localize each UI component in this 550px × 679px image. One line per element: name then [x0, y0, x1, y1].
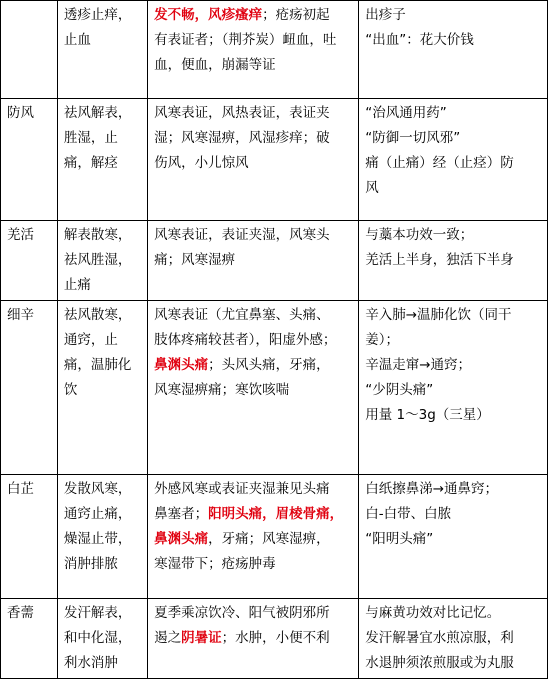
effect-line: 祛风胜湿，: [63, 252, 132, 268]
indication-line: [154, 151, 353, 176]
effect-line: 痛，温肺化: [63, 357, 132, 373]
effect-line: 祛风解表，: [63, 105, 132, 121]
indication-line: [154, 502, 353, 527]
note-line: 与藁本功效一致；: [365, 227, 474, 243]
indication-line: [154, 353, 353, 378]
key-indication-highlight: 阴暑证: [181, 630, 222, 646]
indications-cell: [148, 99, 359, 221]
note-line: 出疹子: [365, 7, 406, 23]
note-line: 姜）；: [365, 332, 399, 348]
effect-line: 通窍，止: [63, 332, 118, 348]
notes-cell: [359, 599, 548, 679]
herb-name-cell: [1, 475, 58, 599]
indication-line: [154, 28, 353, 53]
herb-name: 细辛: [7, 307, 34, 323]
herb-name-cell: [1, 99, 58, 221]
effect-line: 透疹止痒，: [63, 7, 132, 23]
note-line: 白-白带、白脓: [365, 506, 452, 522]
herb-row: [1, 301, 548, 475]
effect-cell: [57, 99, 147, 221]
note-line: 与麻黄功效对比记忆。: [365, 605, 501, 621]
indication-text: 鼻塞者；: [154, 506, 209, 522]
note-line: 痛（止痛）经（止痉）防: [365, 155, 514, 171]
indication-line: [154, 601, 353, 626]
note-line: 白纸擦鼻涕→通鼻窍；: [365, 481, 499, 497]
key-indication-highlight: 发不畅，风疹瘙痒: [154, 7, 263, 23]
effect-line: 发散风寒，: [63, 481, 132, 497]
effect-line: 通窍止痛，: [63, 506, 132, 522]
effect-cell: [57, 1, 147, 99]
indication-text: 风寒表证，表证夹湿，风寒头: [154, 227, 330, 243]
indication-text: 风寒表证，风热表证，表证夹: [154, 105, 330, 121]
herb-name-cell: [1, 599, 58, 679]
indication-text: ；水肿，小便不利: [221, 630, 330, 646]
herb-row: [1, 599, 548, 679]
indication-text: 风寒表证（尤宜鼻塞、头痛、: [154, 307, 330, 323]
herb-row: [1, 1, 548, 99]
effect-cell: [57, 475, 147, 599]
effect-line: 祛风散寒，: [63, 307, 132, 323]
effect-cell: [57, 221, 147, 301]
effect-line: 胜湿，止: [63, 130, 118, 146]
indications-cell: [148, 475, 359, 599]
herb-name: 羌活: [7, 227, 34, 243]
effect-line: 利水消肿: [63, 655, 118, 671]
indication-text: 肢体疼痛较甚者），阳虚外感；: [154, 332, 337, 348]
indication-line: [154, 3, 353, 28]
indication-text: 湿；风寒湿痹，风湿疹痒；破: [154, 130, 330, 146]
effect-cell: [57, 301, 147, 475]
indication-text: ；头风头痛，牙痛，: [208, 357, 330, 373]
effect-line: 痛，解痉: [63, 155, 118, 171]
herb-row: [1, 221, 548, 301]
note-line: “治风通用药”: [365, 105, 447, 121]
indication-text: 有表证者；（荆芥炭）衄血，吐: [154, 32, 337, 48]
notes-cell: [359, 475, 548, 599]
effect-line: 解表散寒，: [63, 227, 132, 243]
note-line: “少阴头痛”: [365, 382, 434, 398]
note-line: 辛入肺→温肺化饮（同干: [365, 307, 512, 323]
indications-cell: [148, 599, 359, 679]
indication-line: [154, 626, 353, 651]
indication-line: [154, 527, 353, 552]
indication-text: 夏季乘凉饮冷、阳气被阴邪所: [154, 605, 330, 621]
indication-line: [154, 248, 353, 273]
effect-line: 消肿排脓: [63, 556, 118, 572]
herb-name: 白芷: [7, 481, 34, 497]
indications-cell: [148, 301, 359, 475]
indications-cell: [148, 1, 359, 99]
effect-cell: [57, 599, 147, 679]
herb-row: [1, 475, 548, 599]
indication-line: [154, 223, 353, 248]
indications-cell: [148, 221, 359, 301]
notes-cell: [359, 301, 548, 475]
herb-name: 香薷: [7, 605, 34, 621]
effect-line: 饮: [63, 382, 78, 398]
herb-name: 防风: [7, 105, 34, 121]
effect-line: 止血: [63, 32, 91, 48]
notes-cell: [359, 221, 548, 301]
note-line: 水退肿须浓煎服或为丸服: [365, 655, 514, 671]
herb-name-cell: [1, 301, 58, 475]
indication-text: 伤风，小儿惊风: [154, 155, 249, 171]
indication-line: [154, 552, 353, 577]
effect-line: 发汗解表，: [63, 605, 132, 621]
indication-line: [154, 53, 353, 78]
effect-line: 止痛: [63, 277, 91, 293]
notes-cell: [359, 99, 548, 221]
indication-text: 遏之: [154, 630, 182, 646]
herb-table-body: [1, 1, 548, 679]
note-line: “阳明头痛”: [365, 531, 434, 547]
herb-name-cell: [1, 221, 58, 301]
indication-text: 血，便血，崩漏等证: [154, 57, 276, 73]
note-line: 辛温走窜→通窍；: [365, 357, 472, 373]
indication-text: 外感风寒或表证夹湿兼见头痛: [154, 481, 330, 497]
key-indication-highlight: 阳明头痛，眉棱骨痛，: [208, 506, 344, 522]
indication-text: 痛；风寒湿痹: [154, 252, 236, 268]
herb-name-cell: [1, 1, 58, 99]
indication-line: [154, 477, 353, 502]
indication-text: 寒湿带下；疮疡肿毒: [154, 556, 276, 572]
indication-line: [154, 328, 353, 353]
indication-text: ，牙痛；风寒湿痹，: [208, 531, 330, 547]
effect-line: 燥湿止带，: [63, 531, 132, 547]
indication-line: [154, 101, 353, 126]
note-line: “防御一切风邪”: [365, 130, 461, 146]
indication-line: [154, 126, 353, 151]
key-indication-highlight: 鼻渊头痛: [154, 357, 209, 373]
note-line: 发汗解暑宜水煎凉服，利: [365, 630, 514, 646]
note-line: 风: [365, 180, 379, 196]
herb-row: [1, 99, 548, 221]
indication-text: ；疮疡初起: [262, 7, 330, 23]
note-line: 用量 1～3g（三星）: [365, 407, 490, 423]
effect-line: 和中化湿，: [63, 630, 132, 646]
note-line: “出血”：花大价钱: [365, 32, 474, 48]
indication-line: [154, 378, 353, 403]
indication-text: 风寒湿痹痛；寒饮咳喘: [154, 382, 290, 398]
notes-cell: [359, 1, 548, 99]
key-indication-highlight: 鼻渊头痛: [154, 531, 209, 547]
indication-line: [154, 303, 353, 328]
note-line: 羌活上半身，独活下半身: [365, 252, 514, 268]
